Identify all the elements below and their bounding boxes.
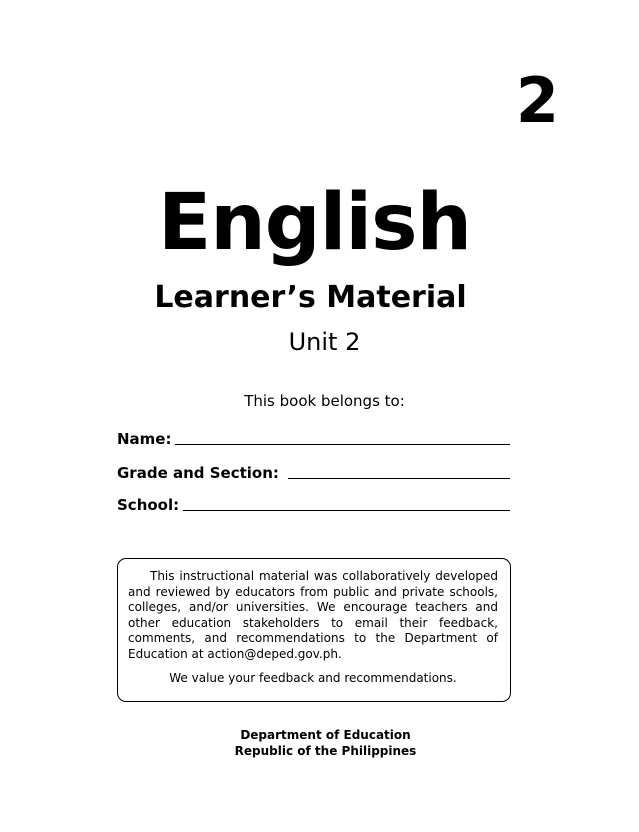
school-field[interactable] [117,494,510,514]
department-name-text: Department of Education [240,728,411,742]
grade-section-field[interactable] [117,462,510,482]
book-subtitle-text: Learner’s Material [154,280,467,315]
book-subtitle [0,280,639,315]
name-blank-line[interactable] [175,444,510,445]
name-label: Name: [117,430,172,448]
grade-section-blank-line[interactable] [288,478,510,479]
department-name [0,729,639,741]
notice-closing: We value your feedback and recommendations. [169,671,457,685]
belongs-to-label [0,394,639,409]
grade-number: 2 [515,64,559,137]
grade-section-label: Grade and Section: [117,464,279,482]
country-name [0,745,639,757]
book-title-text: English [157,178,472,268]
feedback-notice-box [117,558,511,702]
unit-label-text: Unit 2 [288,328,361,356]
book-title [0,178,639,268]
notice-paragraph: This instructional material was collaboratively developed and reviewed by educators from public and private schools, colleges, and/or universities. We encourage teachers and other education stakeholders to email their feedback, comments, and recommendations to the Department of Education at action@deped.gov.ph. [128,569,498,661]
unit-label [0,330,639,354]
name-field[interactable] [117,428,510,448]
school-blank-line[interactable] [183,510,510,511]
country-name-text: Republic of the Philippines [234,744,417,758]
school-label: School: [117,496,180,514]
belongs-to-text: This book belongs to: [244,392,405,410]
